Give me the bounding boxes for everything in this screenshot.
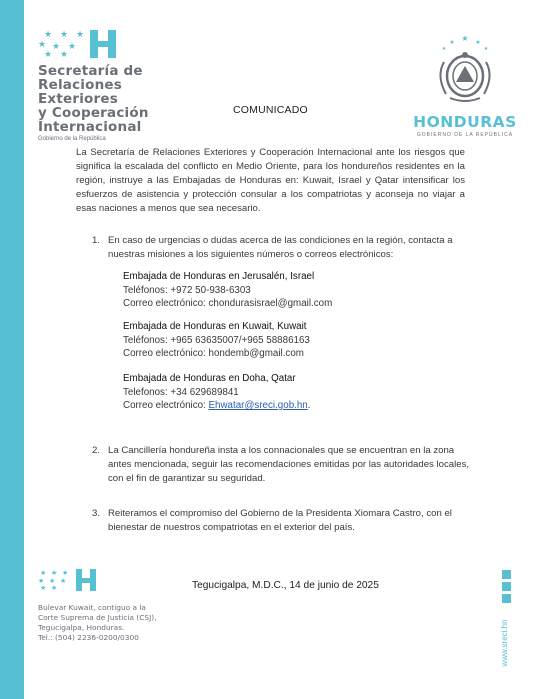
star-icon: ★ [68, 41, 77, 51]
svg-text:★: ★ [441, 46, 447, 52]
embassy-name: Embajada de Honduras en Doha, Qatar [123, 373, 296, 384]
embassy-name: Embajada de Honduras en Jerusalén, Israel [123, 271, 315, 282]
svg-text:★: ★ [475, 39, 481, 46]
address-line: Corte Suprema de Justicia (CSJ), [38, 613, 157, 622]
email-label: Correo electrónico: [123, 298, 209, 309]
list-item [92, 234, 472, 262]
embassy-email-link[interactable]: Ehwatar@sreci.gob.hn [208, 400, 308, 411]
star-icon: ★ [38, 39, 47, 49]
brand-line: Secretaría de [38, 63, 143, 79]
email-label: Correo electrónico: [123, 400, 209, 411]
list-number: 3. [92, 508, 101, 519]
sreci-logo [38, 30, 198, 142]
decorative-square [502, 570, 511, 579]
embassy-email[interactable]: hondemb@gmail.com [208, 348, 304, 359]
list-number: 1. [92, 235, 101, 246]
embassy-phone: Teléfonos: +965 63635007/+965 58886163 [123, 334, 310, 346]
h-letter-icon [90, 30, 116, 58]
list-text: Reiteramos el compromiso del Gobierno de la Presidenta Xiomara Castro, con el bienestar de nuestros compatriotas en el exterior del país. [108, 508, 452, 533]
email-label: Correo electrónico: [123, 348, 209, 359]
star-icon: ★ [49, 578, 56, 585]
embassy-email-line [123, 297, 453, 311]
left-accent-bar [0, 0, 24, 699]
star-icon: ★ [40, 585, 47, 592]
list-item [92, 507, 472, 535]
coat-of-arms-icon [430, 32, 500, 106]
embassy-block [123, 320, 453, 361]
embassy-block [123, 270, 453, 311]
star-icon: ★ [51, 570, 58, 577]
email-suffix: . [307, 400, 311, 411]
embassy-block [123, 372, 453, 413]
list-text: La Cancillería hondureña insta a los connacionales que se encuentran en la zona antes mencionada, seguir las recomendaciones emitidas por las autoridades locales, con el fin de garantizar su seguridad. [108, 445, 470, 484]
brand-line: Relaciones [38, 77, 122, 93]
embassy-email-line [123, 399, 453, 413]
star-icon: ★ [44, 49, 53, 59]
address-phone: Tel.: (504) 2236-0200/0300 [38, 633, 139, 642]
honduras-logo [400, 32, 530, 138]
address-line: Bulevar Kuwait, contiguo a la [38, 603, 146, 612]
star-icon: ★ [62, 570, 69, 577]
decorative-square [502, 582, 511, 591]
star-icon: ★ [60, 29, 69, 39]
document-title: COMUNICADO [233, 104, 308, 116]
dateline: Tegucigalpa, M.D.C., 14 de junio de 2025 [192, 580, 379, 591]
star-icon: ★ [52, 41, 61, 51]
star-icon: ★ [60, 578, 67, 585]
svg-text:★: ★ [483, 46, 489, 52]
brand-line: y Cooperación [38, 105, 149, 121]
country-name: HONDURAS [413, 113, 517, 131]
star-icon: ★ [38, 578, 45, 585]
intro-paragraph: La Secretaría de Relaciones Exteriores y Cooperación Internacional ante los riesgos que significa la escalada del conflicto en Medio Oriente, para los hondureños residentes en la región, instruye a las Embajadas de Honduras en: Kuwait, Israel y Qatar intensificar los esfuerzos de asistencia y protección consular a los compatriotas y aconseja no viajar a esas naciones a menos que sea necesario. [76, 147, 465, 214]
sreci-star-h-mark [38, 30, 128, 60]
website-url[interactable]: www.sreci.hn [500, 619, 509, 667]
address-line: Tegucigalpa, Honduras. [38, 623, 125, 632]
h-letter-icon [76, 569, 96, 591]
star-icon: ★ [44, 29, 53, 39]
decorative-square [502, 594, 511, 603]
brand-name [38, 64, 198, 134]
star-icon: ★ [60, 49, 69, 59]
embassy-phone: Telefonos: +34 629689841 [123, 386, 239, 398]
list-item [92, 444, 472, 486]
embassy-email[interactable]: chondurasisrael@gmail.com [208, 298, 333, 309]
embassy-phone: Teléfonos: +972 50-938-6303 [123, 284, 251, 296]
country-subtitle: GOBIERNO DE LA REPÚBLICA [416, 132, 514, 138]
brand-line: Internacional [38, 119, 142, 135]
brand-subtitle: Gobierno de la República [38, 136, 106, 142]
list-number: 2. [92, 445, 101, 456]
star-icon: ★ [40, 570, 47, 577]
footer-address [38, 603, 208, 643]
list-text: En caso de urgencias o dudas acerca de las condiciones en la región, contacta a nuestras misiones a los siguientes números o correos electrónicos: [108, 235, 453, 260]
star-icon: ★ [51, 585, 58, 592]
embassy-email-line [123, 347, 453, 361]
star-icon: ★ [76, 29, 85, 39]
brand-line: Exteriores [38, 91, 118, 107]
footer-sreci-mark [38, 569, 100, 591]
svg-text:★: ★ [449, 39, 455, 46]
embassy-name: Embajada de Honduras en Kuwait, Kuwait [123, 321, 307, 332]
svg-text:★: ★ [461, 34, 469, 43]
